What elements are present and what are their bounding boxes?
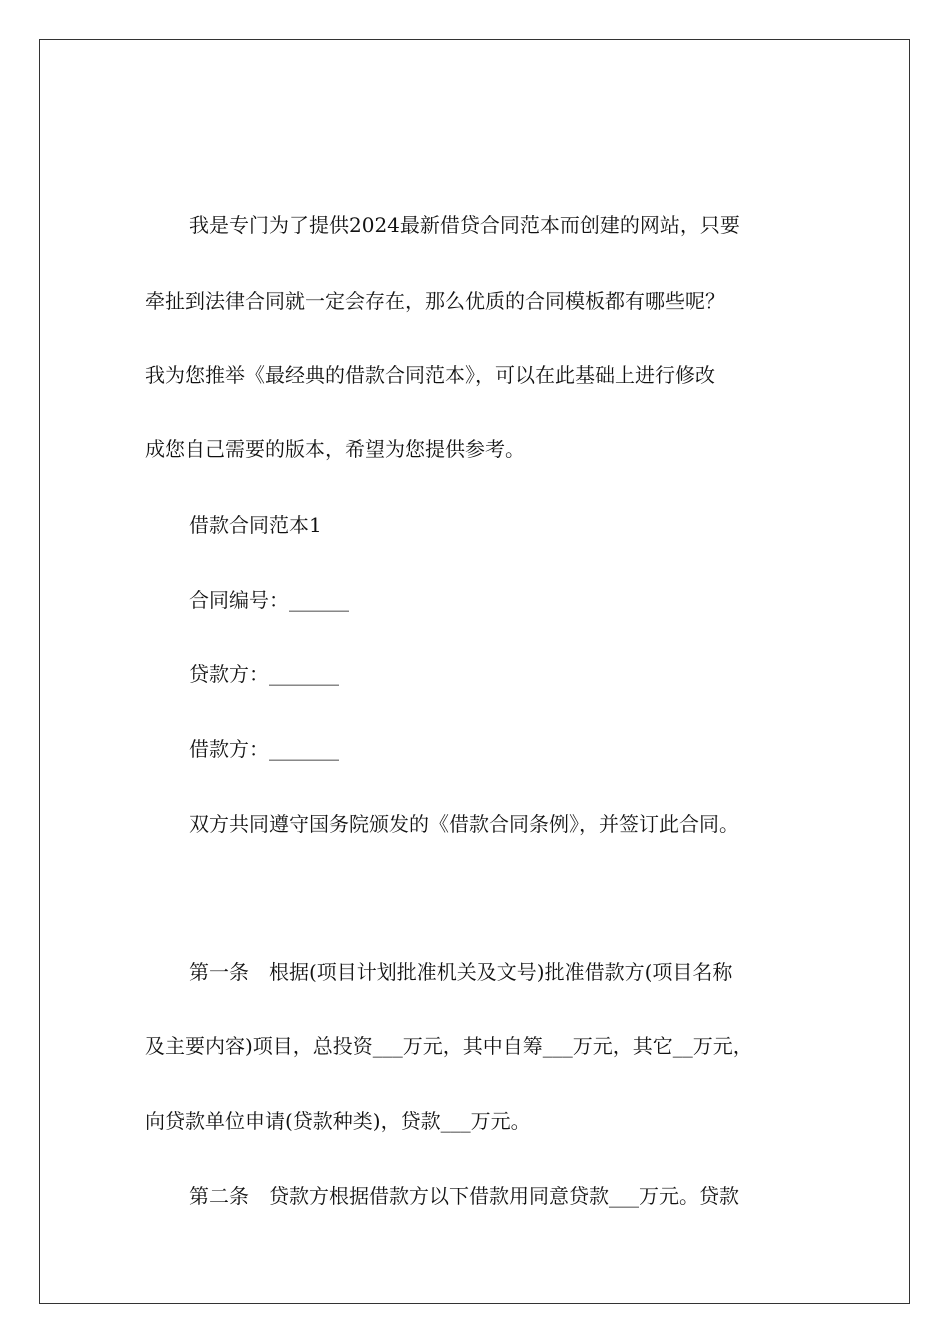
intro-line-3: 我为您推举《最经典的借款合同范本》，可以在此基础上进行修改 bbox=[145, 363, 715, 387]
contract-title: 借款合同范本1 bbox=[189, 513, 322, 537]
intro-line-2: 牵扯到法律合同就一定会存在，那么优质的合同模板都有哪些呢？ bbox=[145, 289, 725, 313]
article2-line-1: 第二条 贷款方根据借款方以下借款用同意贷款___万元。贷款 bbox=[189, 1184, 739, 1208]
borrower-line: 借款方：_______ bbox=[189, 737, 339, 761]
intro-line-1: 我是专门为了提供2024最新借贷合同范本而创建的网站，只要 bbox=[189, 213, 740, 237]
article1-line-1: 第一条 根据(项目计划批准机关及文号)批准借款方(项目名称 bbox=[189, 960, 733, 984]
preamble: 双方共同遵守国务院颁发的《借款合同条例》，并签订此合同。 bbox=[189, 812, 739, 836]
intro-line-4: 成您自己需要的版本，希望为您提供参考。 bbox=[145, 437, 525, 461]
lender-line: 贷款方：_______ bbox=[189, 662, 339, 686]
article1-line-3: 向贷款单位申请(贷款种类)，贷款___万元。 bbox=[145, 1109, 531, 1133]
article1-line-2: 及主要内容)项目，总投资___万元，其中自筹___万元，其它__万元， bbox=[145, 1034, 753, 1058]
contract-number: 合同编号：______ bbox=[189, 588, 349, 612]
